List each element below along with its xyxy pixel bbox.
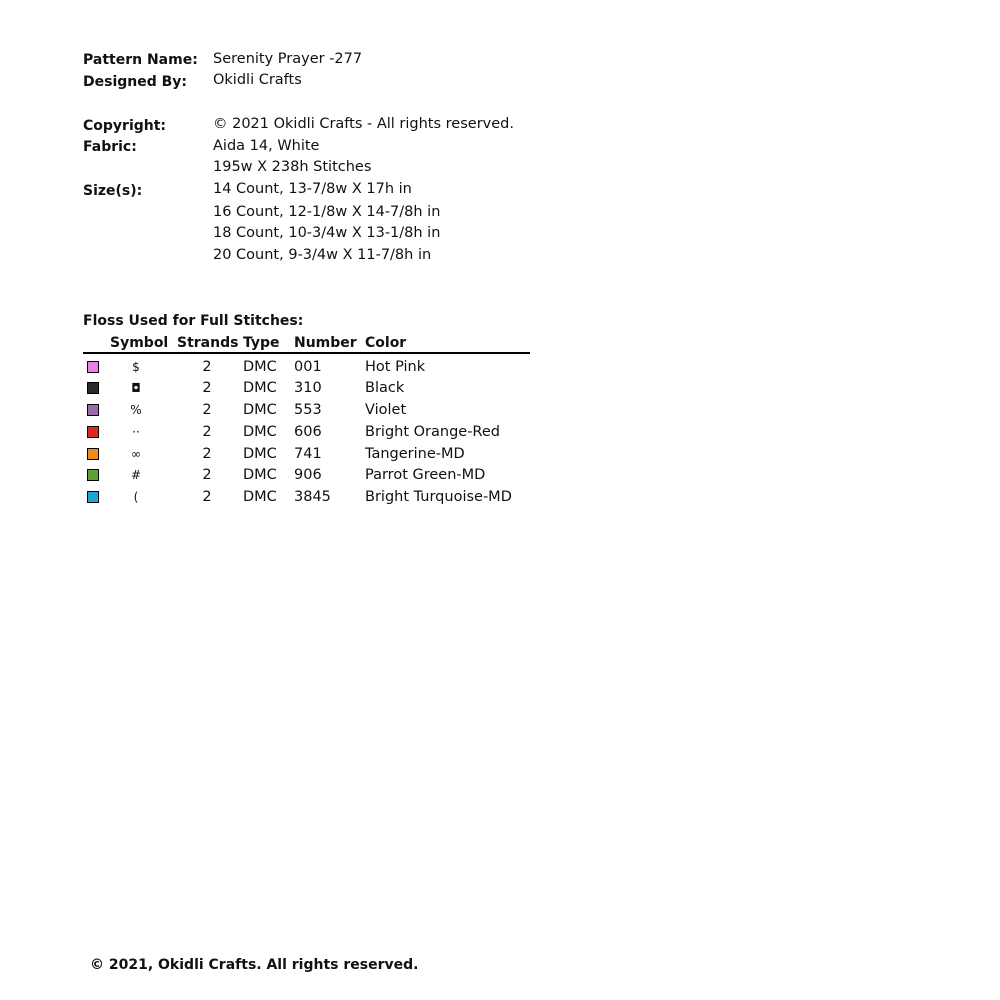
color-name-cell: Tangerine-MD bbox=[365, 446, 465, 462]
color-name-cell: Black bbox=[365, 380, 405, 396]
size-16-count: 16 Count, 12-1/8w X 14-7/8h in bbox=[213, 204, 441, 220]
strands-cell: 2 bbox=[202, 489, 212, 505]
pattern-name-label: Pattern Name: bbox=[83, 52, 198, 68]
color-swatch bbox=[87, 448, 99, 460]
size-18-count: 18 Count, 10-3/4w X 13-1/8h in bbox=[213, 225, 441, 241]
color-swatch bbox=[87, 491, 99, 503]
strands-cell: 2 bbox=[202, 467, 212, 483]
strands-cell: 2 bbox=[202, 424, 212, 440]
number-cell: 001 bbox=[294, 359, 322, 375]
footer-copyright: © 2021, Okidli Crafts. All rights reserved. bbox=[90, 957, 419, 973]
color-swatch bbox=[87, 426, 99, 438]
symbol-cell: ·· bbox=[132, 425, 140, 439]
floss-row bbox=[0, 444, 1000, 466]
header-strands: Strands bbox=[177, 335, 239, 351]
strands-cell: 2 bbox=[202, 359, 212, 375]
type-cell: DMC bbox=[243, 446, 277, 462]
type-cell: DMC bbox=[243, 402, 277, 418]
color-swatch bbox=[87, 361, 99, 373]
floss-row bbox=[0, 378, 1000, 400]
floss-row bbox=[0, 487, 1000, 509]
number-cell: 606 bbox=[294, 424, 322, 440]
size-20-count: 20 Count, 9-3/4w X 11-7/8h in bbox=[213, 247, 432, 263]
color-name-cell: Bright Turquoise-MD bbox=[365, 489, 512, 505]
header-symbol: Symbol bbox=[110, 335, 169, 351]
color-name-cell: Hot Pink bbox=[365, 359, 426, 375]
number-cell: 310 bbox=[294, 380, 322, 396]
type-cell: DMC bbox=[243, 489, 277, 505]
header-type: Type bbox=[243, 335, 280, 351]
strands-cell: 2 bbox=[202, 380, 212, 396]
size-14-count: 14 Count, 13-7/8w X 17h in bbox=[213, 181, 412, 197]
pattern-name-value: Serenity Prayer -277 bbox=[213, 51, 363, 67]
color-swatch bbox=[87, 404, 99, 416]
type-cell: DMC bbox=[243, 380, 277, 396]
header-color: Color bbox=[365, 335, 407, 351]
strands-cell: 2 bbox=[202, 446, 212, 462]
color-name-cell: Parrot Green-MD bbox=[365, 467, 486, 483]
symbol-cell: ∞ bbox=[131, 447, 141, 461]
designed-by-value: Okidli Crafts bbox=[213, 72, 302, 88]
floss-row bbox=[0, 400, 1000, 422]
color-swatch bbox=[87, 469, 99, 481]
floss-section-title: Floss Used for Full Stitches: bbox=[83, 313, 304, 329]
header-divider bbox=[83, 352, 530, 354]
fabric-value: Aida 14, White bbox=[213, 138, 320, 154]
color-swatch bbox=[87, 382, 99, 394]
sizes-label: Size(s): bbox=[83, 183, 143, 199]
number-cell: 906 bbox=[294, 467, 322, 483]
stitch-count-value: 195w X 238h Stitches bbox=[213, 159, 372, 175]
symbol-cell: ◘ bbox=[131, 381, 141, 395]
floss-row bbox=[0, 357, 1000, 379]
type-cell: DMC bbox=[243, 359, 277, 375]
floss-row bbox=[0, 465, 1000, 487]
header-number: Number bbox=[294, 335, 357, 351]
color-name-cell: Bright Orange-Red bbox=[365, 424, 500, 440]
type-cell: DMC bbox=[243, 467, 277, 483]
copyright-value: © 2021 Okidli Crafts - All rights reserved. bbox=[213, 116, 514, 132]
symbol-cell: $ bbox=[132, 360, 140, 374]
number-cell: 741 bbox=[294, 446, 322, 462]
number-cell: 3845 bbox=[294, 489, 331, 505]
fabric-label: Fabric: bbox=[83, 139, 137, 155]
symbol-cell: % bbox=[130, 403, 142, 417]
symbol-cell: ( bbox=[133, 490, 139, 504]
color-name-cell: Violet bbox=[365, 402, 407, 418]
floss-row bbox=[0, 422, 1000, 444]
copyright-label: Copyright: bbox=[83, 118, 167, 134]
number-cell: 553 bbox=[294, 402, 322, 418]
type-cell: DMC bbox=[243, 424, 277, 440]
strands-cell: 2 bbox=[202, 402, 212, 418]
symbol-cell: # bbox=[130, 468, 142, 482]
designed-by-label: Designed By: bbox=[83, 74, 188, 90]
